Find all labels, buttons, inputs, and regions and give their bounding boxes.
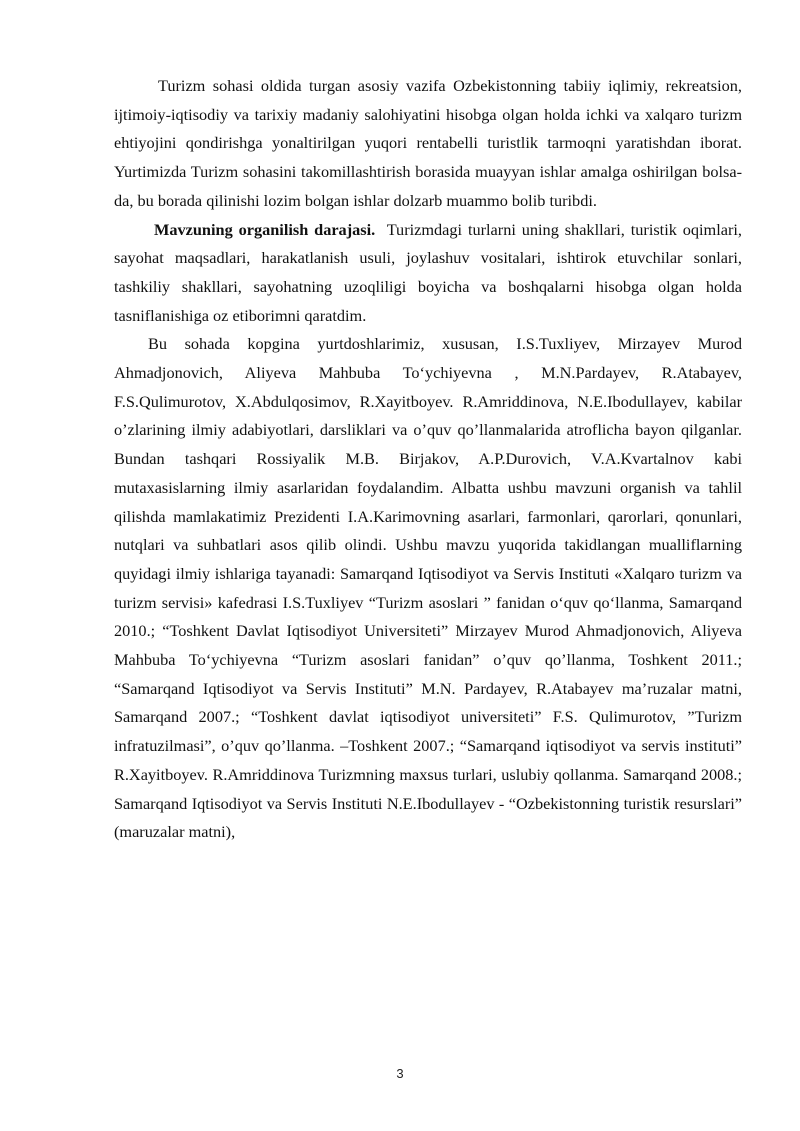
- paragraph-intro: Turizm sohasi oldida turgan asosiy vazifa Ozbekistonning tabiiy iqlimiy, rekreatsion, ijtimoiy-iqtisodiy va tarixiy madaniy salohiyatini hisobga olgan holda ichki va xalqaro turizm ehtiyojini qondirishga yonaltirilgan yuqori rentabelli turistlik tarmoqni yaratishdan iborat. Yurtimizda Turizm sohasini takomillashtirish borasida muayyan ishlar amalga oshirilgan bolsa-da, bu borada qilinishi lozim bolgan ishlar dolzarb muammo bolib turibdi.: [114, 76, 742, 210]
- paragraph-body: Turizmdagi turlarni uning shakllari, turistik oqimlari, sayohat maqsadlari, harakatlanish usuli, joylashuv vositalari, ishtirok etuvchilar sonlari, tashkiliy shakllari, sayohatning uzoqliligi boyicha va boshqalarni hisobga olgan holda tasniflanishiga oz etiborimni qaratdim.: [114, 219, 742, 325]
- paragraph-study-level: [114, 216, 742, 331]
- paragraph-heading: Mavzuning organilish darajasi.: [154, 219, 376, 239]
- page-number: 3: [396, 1066, 404, 1081]
- paragraph-authors: Bu sohada kopgina yurtdoshlarimiz, xususan, I.S.Tuxliyev, Mirzayev Murod Ahmadjonovich, Aliyeva Mahbuba To‘ychiyevna , M.N.Pardayev, R.Atabayev, F.S.Qulimurotov, X.Abdulqosimov, R.Xayitboyev. R.Amriddinova, N.E.Ibodullayev, kabilar o’zlarining ilmiy adabiyotlari, darsliklari va o’quv qo’llanmalarida atroflicha bayon qilganlar. Bundan tashqari Rossiyalik M.B. Birjakov, A.P.Durovich, V.A.Kvartalnov kabi mutaxasislarning ilmiy asarlaridan foydalandim. Albatta ushbu mavzuni organish va tahlil qilishda mamlakatimiz Prezidenti I.A.Karimovning asarlari, farmonlari, qarorlari, qonunlari, nutqlari va suhbatlari asos qilib olindi. Ushbu mavzu yuqorida takidlangan mualliflarning quyidagi ilmiy ishlariga tayanadi: Samarqand Iqtisodiyot va Servis Instituti «Xalqaro turizm va turizm servisi» kafedrasi I.S.Tuxliyev “Turizm asoslari ” fanidan o‘quv qo‘llanma, Samarqand 2010.; “Toshkent Davlat Iqtisodiyot Universiteti” Mirzayev Murod Ahmadjonovich, Aliyeva Mahbuba To‘ychiyevna “Turizm asoslari fanidan” o’quv qo’llanma, Toshkent 2011.; “Samarqand Iqtisodiyot va Servis Instituti” M.N. Pardayev, R.Atabayev ma’ruzalar matni, Samarqand 2007.; “Toshkent davlat iqtisodiyot universiteti” F.S. Qulimurotov, ”Turizm infratuzilmasi”, o’quv qo’llanma. –Toshkent 2007.; “Samarqand iqtisodiyot va servis instituti” R.Xayitboyev. R.Amriddinova Turizmning maxsus turlari, uslubiy qollanma. Samarqand 2008.; Samarqand Iqtisodiyot va Servis Instituti N.E.Ibodullayev - “Ozbekistonning turistik resurslari” (maruzalar matni),: [114, 334, 742, 842]
- document-body: [114, 72, 742, 847]
